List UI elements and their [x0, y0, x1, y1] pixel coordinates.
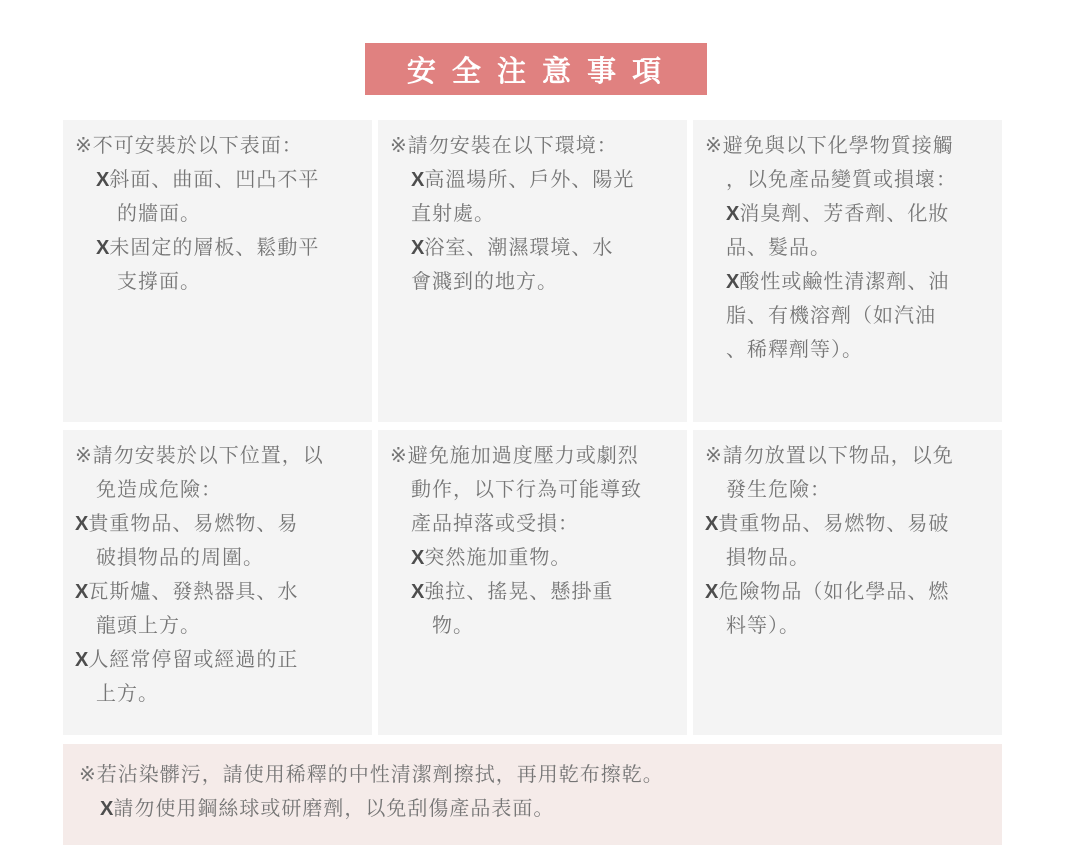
text-line: X瓦斯爐、發熱器具、水 [75, 581, 299, 603]
text-line: 龍頭上方。 [75, 615, 201, 637]
text-line: X斜面、曲面、凹凸不平 [96, 169, 320, 191]
text-line: X酸性或鹼性清潔劑、油 [726, 271, 950, 293]
text-line: X消臭劑、芳香劑、化妝 [726, 203, 950, 225]
page-title-banner [365, 43, 707, 95]
text-line: ※若沾染髒污，請使用稀釋的中性清潔劑擦拭，再用乾布擦乾。 [79, 764, 664, 786]
text-line: 品、髮品。 [705, 237, 831, 259]
x-mark-icon: X [705, 513, 719, 535]
text-line: X未固定的層板、鬆動平 [96, 237, 320, 259]
x-mark-icon: X [96, 169, 110, 191]
x-mark-icon: X [411, 547, 425, 569]
text-line: 脂、有機溶劑（如汽油 [705, 305, 936, 327]
x-mark-icon: X [726, 271, 740, 293]
text-line: 損物品。 [705, 547, 810, 569]
text-line: X突然施加重物。 [411, 547, 572, 569]
warning-box-no-install-locations [63, 430, 372, 735]
text-line: X危險物品（如化學品、燃 [705, 581, 950, 603]
warning-box-avoid-chemical-contact [693, 120, 1002, 422]
x-mark-icon: X [411, 169, 425, 191]
warning-box-no-install-surfaces [63, 120, 372, 422]
text-line: X人經常停留或經過的正 [75, 649, 299, 671]
text-line: 上方。 [75, 683, 159, 705]
x-mark-icon: X [75, 649, 89, 671]
text-line: ※不可安裝於以下表面： [75, 135, 303, 157]
text-line: X貴重物品、易燃物、易破 [705, 513, 950, 535]
footer-cleaning-note [63, 744, 1002, 845]
text-line: 、稀釋劑等）。 [705, 339, 863, 361]
text-line: X高溫場所、戶外、陽光 [411, 169, 635, 191]
text-line: ，以免產品變質或損壞： [705, 169, 957, 191]
text-line: 免造成危險： [75, 479, 222, 501]
text-line: 產品掉落或受損： [390, 513, 579, 535]
x-mark-icon: X [75, 581, 89, 603]
text-line: ※請勿安裝於以下位置，以 [75, 445, 324, 467]
text-line: 料等）。 [705, 615, 800, 637]
text-line: 支撐面。 [75, 271, 201, 293]
text-line: X請勿使用鋼絲球或研磨劑，以免刮傷產品表面。 [100, 798, 555, 820]
warning-box-avoid-excessive-force [378, 430, 687, 735]
text-line: X貴重物品、易燃物、易 [75, 513, 299, 535]
x-mark-icon: X [75, 513, 89, 535]
warning-box-no-install-environments [378, 120, 687, 422]
text-line: 物。 [390, 615, 474, 637]
text-line: 破損物品的周圍。 [75, 547, 264, 569]
x-mark-icon: X [96, 237, 110, 259]
text-line: X浴室、潮濕環境、水 [411, 237, 614, 259]
x-mark-icon: X [411, 581, 425, 603]
text-line: 會濺到的地方。 [390, 271, 558, 293]
x-mark-icon: X [726, 203, 740, 225]
text-line: ※請勿安裝在以下環境： [390, 135, 618, 157]
text-line: 直射處。 [390, 203, 495, 225]
text-line: ※避免與以下化學物質接觸 [705, 135, 954, 157]
x-mark-icon: X [411, 237, 425, 259]
text-line: ※請勿放置以下物品，以免 [705, 445, 954, 467]
text-line: 的牆面。 [75, 203, 201, 225]
x-mark-icon: X [100, 798, 114, 820]
text-line: ※避免施加過度壓力或劇烈 [390, 445, 639, 467]
text-line: X強拉、搖晃、懸掛重 [411, 581, 614, 603]
text-line: 發生危險： [705, 479, 831, 501]
text-line: 動作，以下行為可能導致 [390, 479, 642, 501]
warning-box-no-place-items [693, 430, 1002, 735]
page-title: 安 全 注 意 事 項 [406, 55, 666, 88]
x-mark-icon: X [705, 581, 719, 603]
